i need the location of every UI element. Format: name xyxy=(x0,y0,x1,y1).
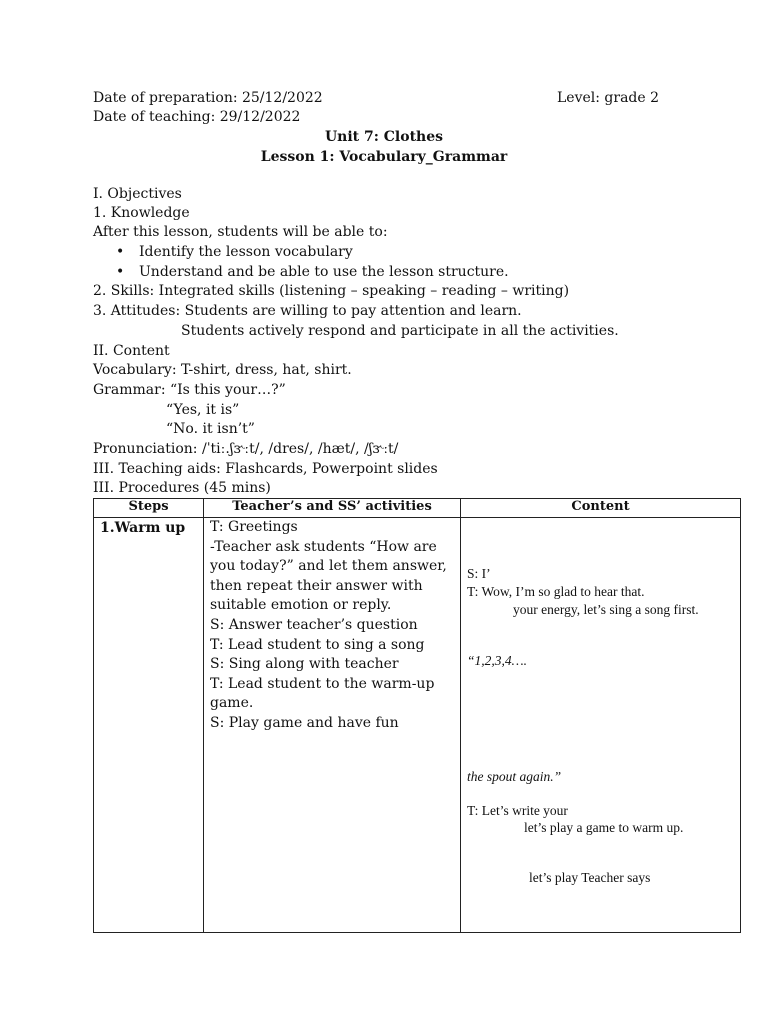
objectives-heading: I. Objectives xyxy=(93,186,182,202)
content-line: T: Wow, I’m so glad to hear that. xyxy=(467,584,645,599)
procedures-heading: III. Procedures (45 mins) xyxy=(93,480,271,496)
teaching-aids-text: III. Teaching aids: Flashcards, Powerpoint slides xyxy=(93,461,438,477)
step-label: 1.Warm up xyxy=(100,520,186,536)
activity-line: game. xyxy=(210,695,254,712)
activity-line: S: Play game and have fun xyxy=(210,714,399,731)
activity-line: then repeat their answer with xyxy=(210,577,423,594)
content-line: let’s play Teacher says xyxy=(529,870,651,885)
activity-line: -Teacher ask students “How are xyxy=(210,538,437,555)
pronunciation-text: Pronunciation: /ˈtiː.ʃɝːt/, /dres/, /hæt/, /ʃɝːt/ xyxy=(93,441,399,457)
steps-cell xyxy=(94,518,204,933)
level-label: Level: grade 2 xyxy=(557,90,660,106)
bullet-marker: • xyxy=(116,244,125,260)
objective-item: Understand and be able to use the lesson structure. xyxy=(139,264,509,280)
content-line: let’s play a game to warm up. xyxy=(524,820,684,835)
unit-title: Unit 7: Clothes xyxy=(324,129,444,145)
lesson-title: Lesson 1: Vocabulary_Grammar xyxy=(260,149,508,165)
grammar-example: “Yes, it is” xyxy=(166,402,240,418)
bullet-marker: • xyxy=(116,264,125,280)
activities-cell xyxy=(204,518,461,933)
column-header-content: Content xyxy=(461,499,741,518)
activities-list xyxy=(210,518,456,734)
skills-text: 2. Skills: Integrated skills (listening – speaking – reading – writing) xyxy=(93,283,570,299)
content-line: “1,2,3,4…. xyxy=(467,653,528,668)
objective-item: Identify the lesson vocabulary xyxy=(139,244,353,260)
after-lesson-text: After this lesson, students will be able to: xyxy=(93,224,388,240)
content-heading: II. Content xyxy=(93,343,170,359)
grammar-text: Grammar: “Is this your…?” xyxy=(93,382,286,398)
teaching-date: Date of teaching: 29/12/2022 xyxy=(93,109,301,125)
column-header-steps: Steps xyxy=(94,499,204,518)
content-line: S: I’ xyxy=(467,566,491,581)
activity-line: S: Sing along with teacher xyxy=(210,656,399,673)
attitudes-text: 3. Attitudes: Students are willing to pay attention and learn. xyxy=(93,303,522,319)
content-line: T: Let’s write your xyxy=(467,803,568,818)
activity-line: T: Lead student to sing a song xyxy=(210,636,425,653)
table-row xyxy=(94,518,741,933)
column-header-activities: Teacher’s and SS’ activities xyxy=(204,499,461,518)
grammar-example: “No. it isn’t” xyxy=(166,421,255,437)
table-header-row xyxy=(94,499,741,518)
attitudes-text-continued: Students actively respond and participate in all the activities. xyxy=(181,323,619,339)
content-line: your energy, let’s sing a song first. xyxy=(513,602,699,617)
knowledge-heading: 1. Knowledge xyxy=(93,205,190,221)
activity-line: T: Greetings xyxy=(210,519,298,535)
content-line: the spout again.” xyxy=(467,769,562,784)
content-cell xyxy=(461,518,741,933)
vocabulary-text: Vocabulary: T-shirt, dress, hat, shirt. xyxy=(93,362,352,378)
activity-line: T: Lead student to the warm-up xyxy=(210,675,435,692)
activity-line: S: Answer teacher’s question xyxy=(210,616,418,633)
procedures-table xyxy=(93,498,741,933)
activity-line: suitable emotion or reply. xyxy=(210,597,392,614)
activity-line: you today?” and let them answer, xyxy=(210,558,447,575)
preparation-date: Date of preparation: 25/12/2022 xyxy=(93,90,323,106)
